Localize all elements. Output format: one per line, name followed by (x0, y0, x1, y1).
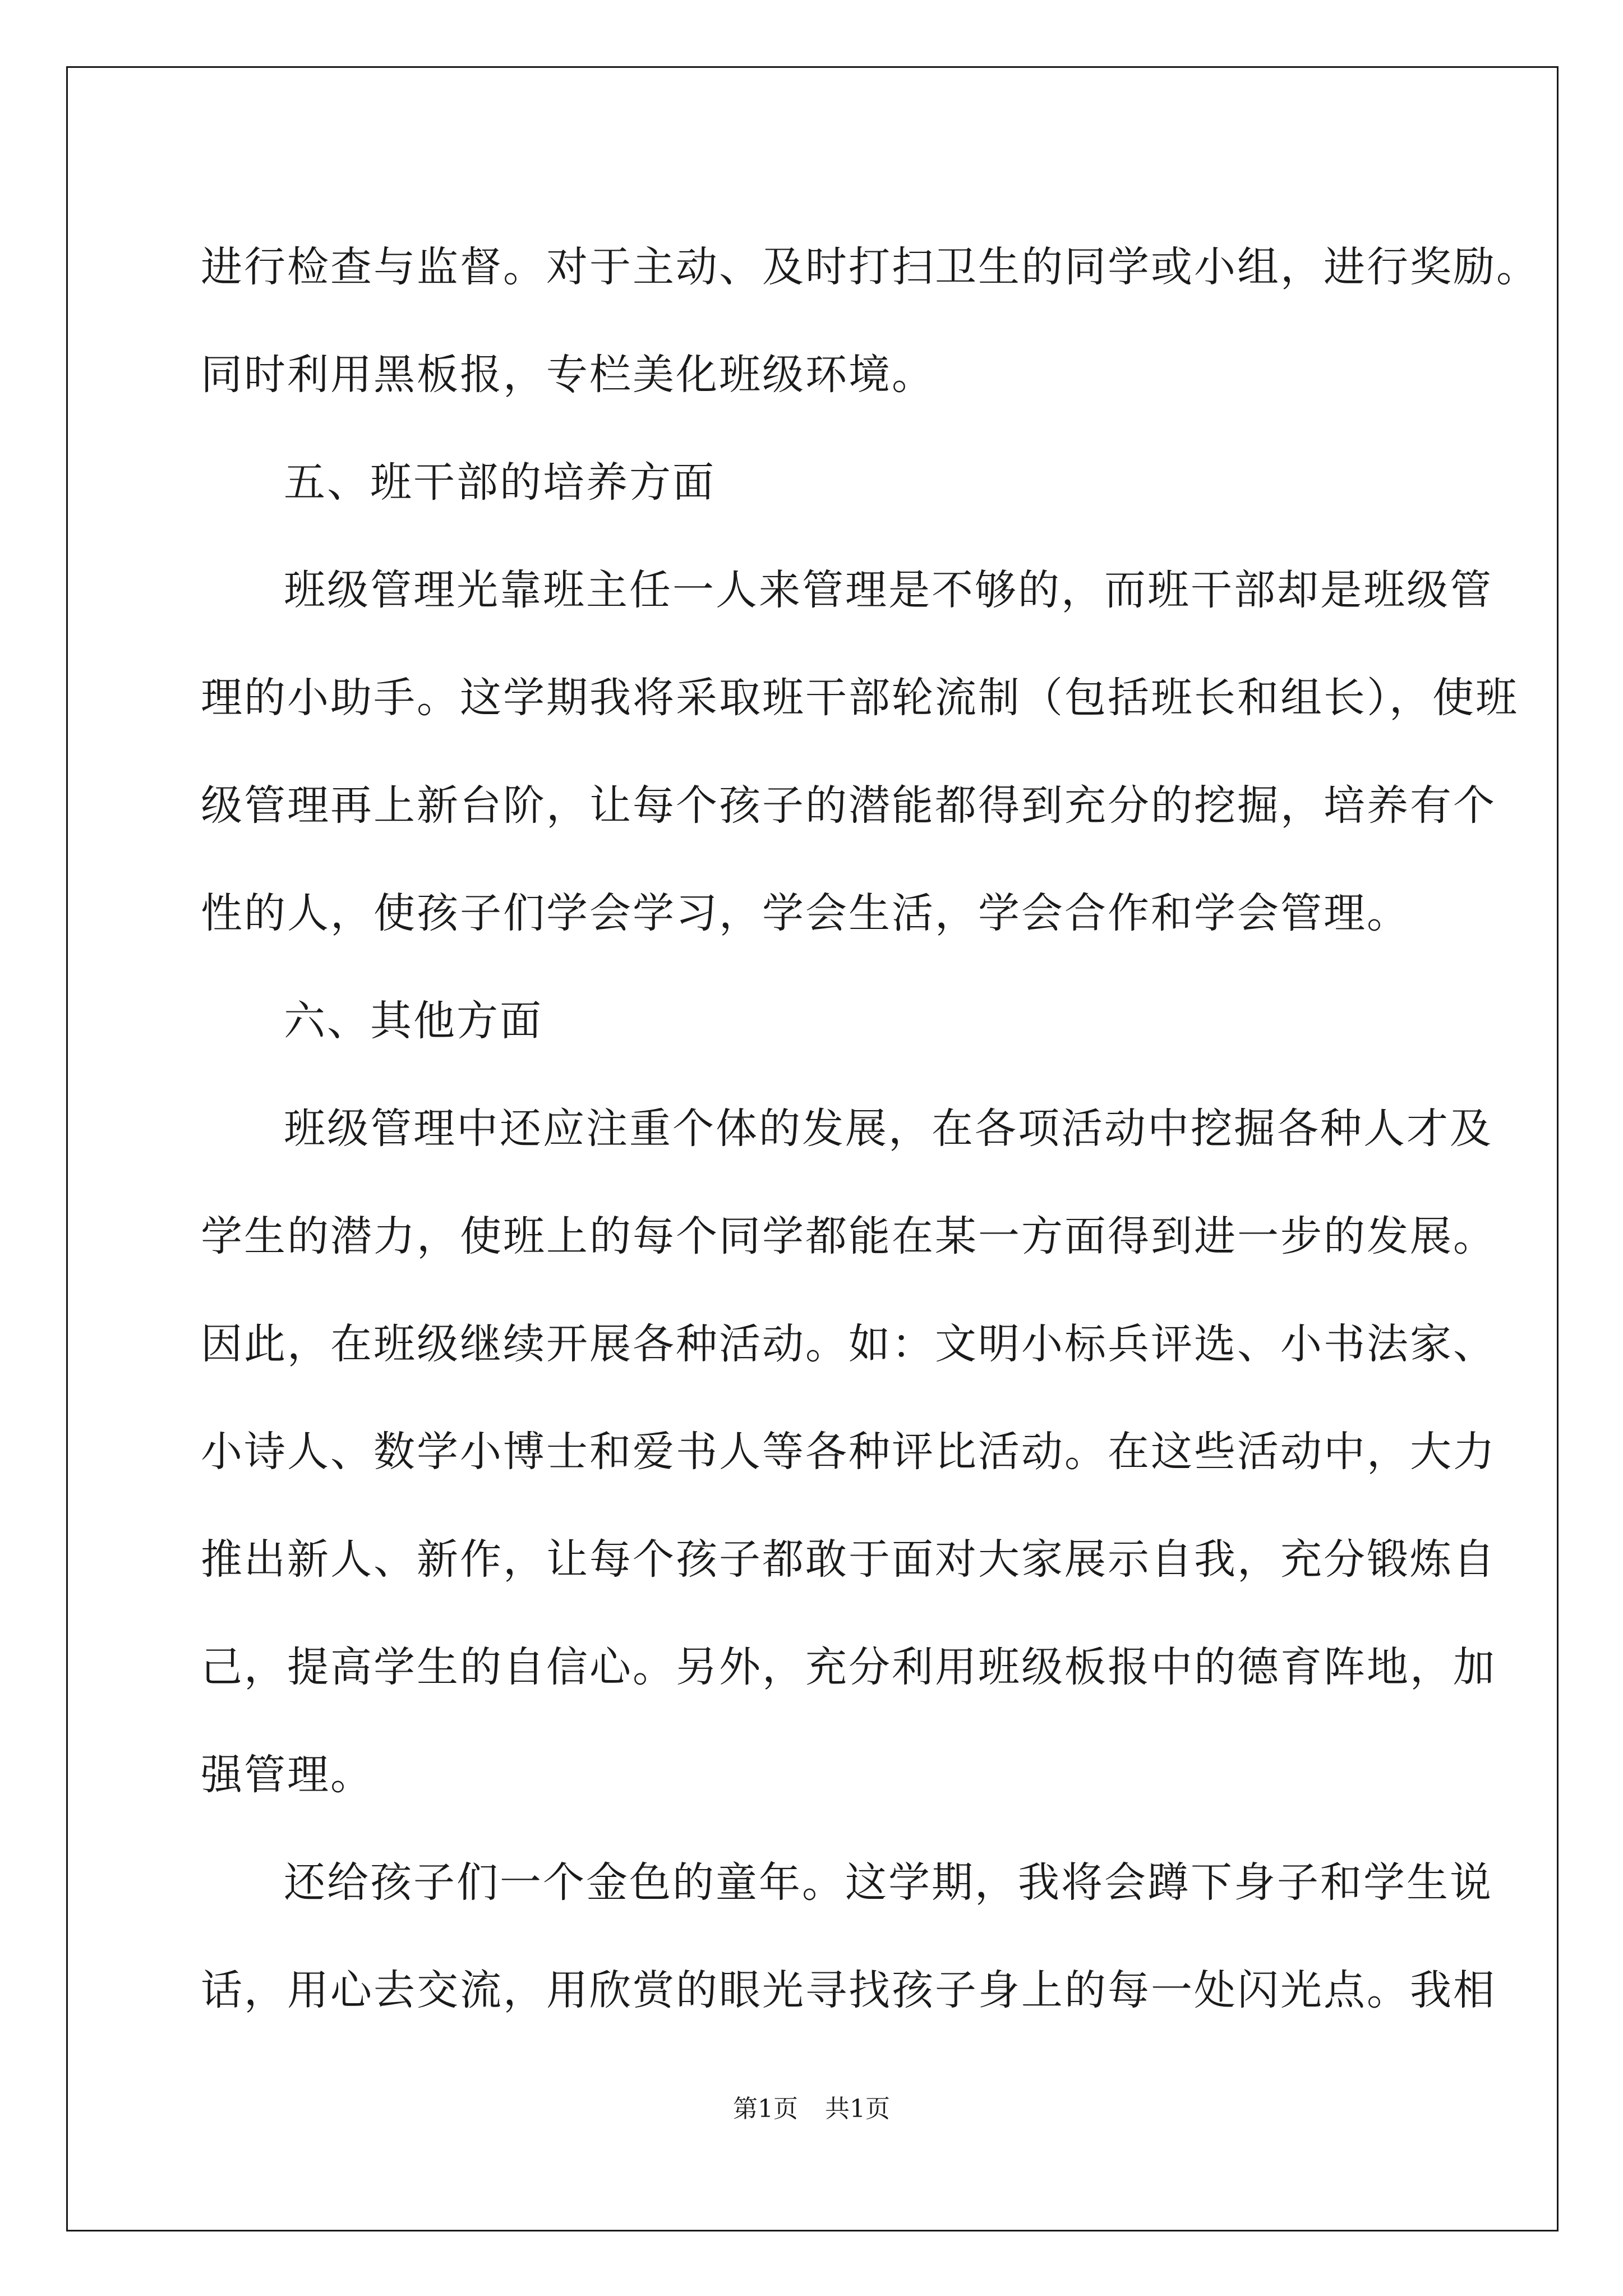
body-line: 还给孩子们一个金色的童年。这学期，我将会蹲下身子和学生说 (284, 1858, 1493, 1907)
body-line: 推出新人、新作，让每个孩子都敢于面对大家展示自我，充分锻炼自 (201, 1535, 1496, 1584)
page-number: 第1页 (733, 2095, 798, 2123)
page-footer (0, 2092, 1623, 2126)
body-line: 班级管理中还应注重个体的发展，在各项活动中挖掘各种人才及 (284, 1105, 1493, 1153)
body-line: 强管理。 (201, 1751, 374, 1799)
body-line: 话，用心去交流，用欣赏的眼光寻找孩子身上的每一处闪光点。我相 (201, 1966, 1496, 2014)
body-line: 理的小助手。这学期我将采取班干部轮流制（包括班长和组长），使班 (201, 674, 1519, 722)
body-line: 性的人，使孩子们学会学习，学会生活，学会合作和学会管理。 (201, 889, 1410, 937)
body-line: 级管理再上新台阶，让每个孩子的潜能都得到充分的挖掘，培养有个 (201, 781, 1496, 830)
body-line: 进行检查与监督。对于主动、及时打扫卫生的同学或小组，进行奖励。 (201, 243, 1539, 291)
document-body (201, 213, 1539, 2044)
section-heading: 六、其他方面 (284, 997, 543, 1045)
body-line: 学生的潜力，使班上的每个同学都能在某一方面得到进一步的发展。 (201, 1212, 1496, 1260)
body-line: 小诗人、数学小博士和爱书人等各种评比活动。在这些活动中，大力 (201, 1428, 1496, 1476)
body-line: 因此，在班级继续开展各种活动。如：文明小标兵评选、小书法家、 (201, 1320, 1496, 1368)
body-line: 班级管理光靠班主任一人来管理是不够的，而班干部却是班级管 (284, 566, 1493, 614)
body-line: 同时利用黑板报，专栏美化班级环境。 (201, 351, 935, 399)
section-heading: 五、班干部的培养方面 (284, 458, 716, 507)
page-total: 共1页 (825, 2095, 890, 2123)
body-line: 己，提高学生的自信心。另外，充分利用班级板报中的德育阵地，加 (201, 1643, 1496, 1691)
